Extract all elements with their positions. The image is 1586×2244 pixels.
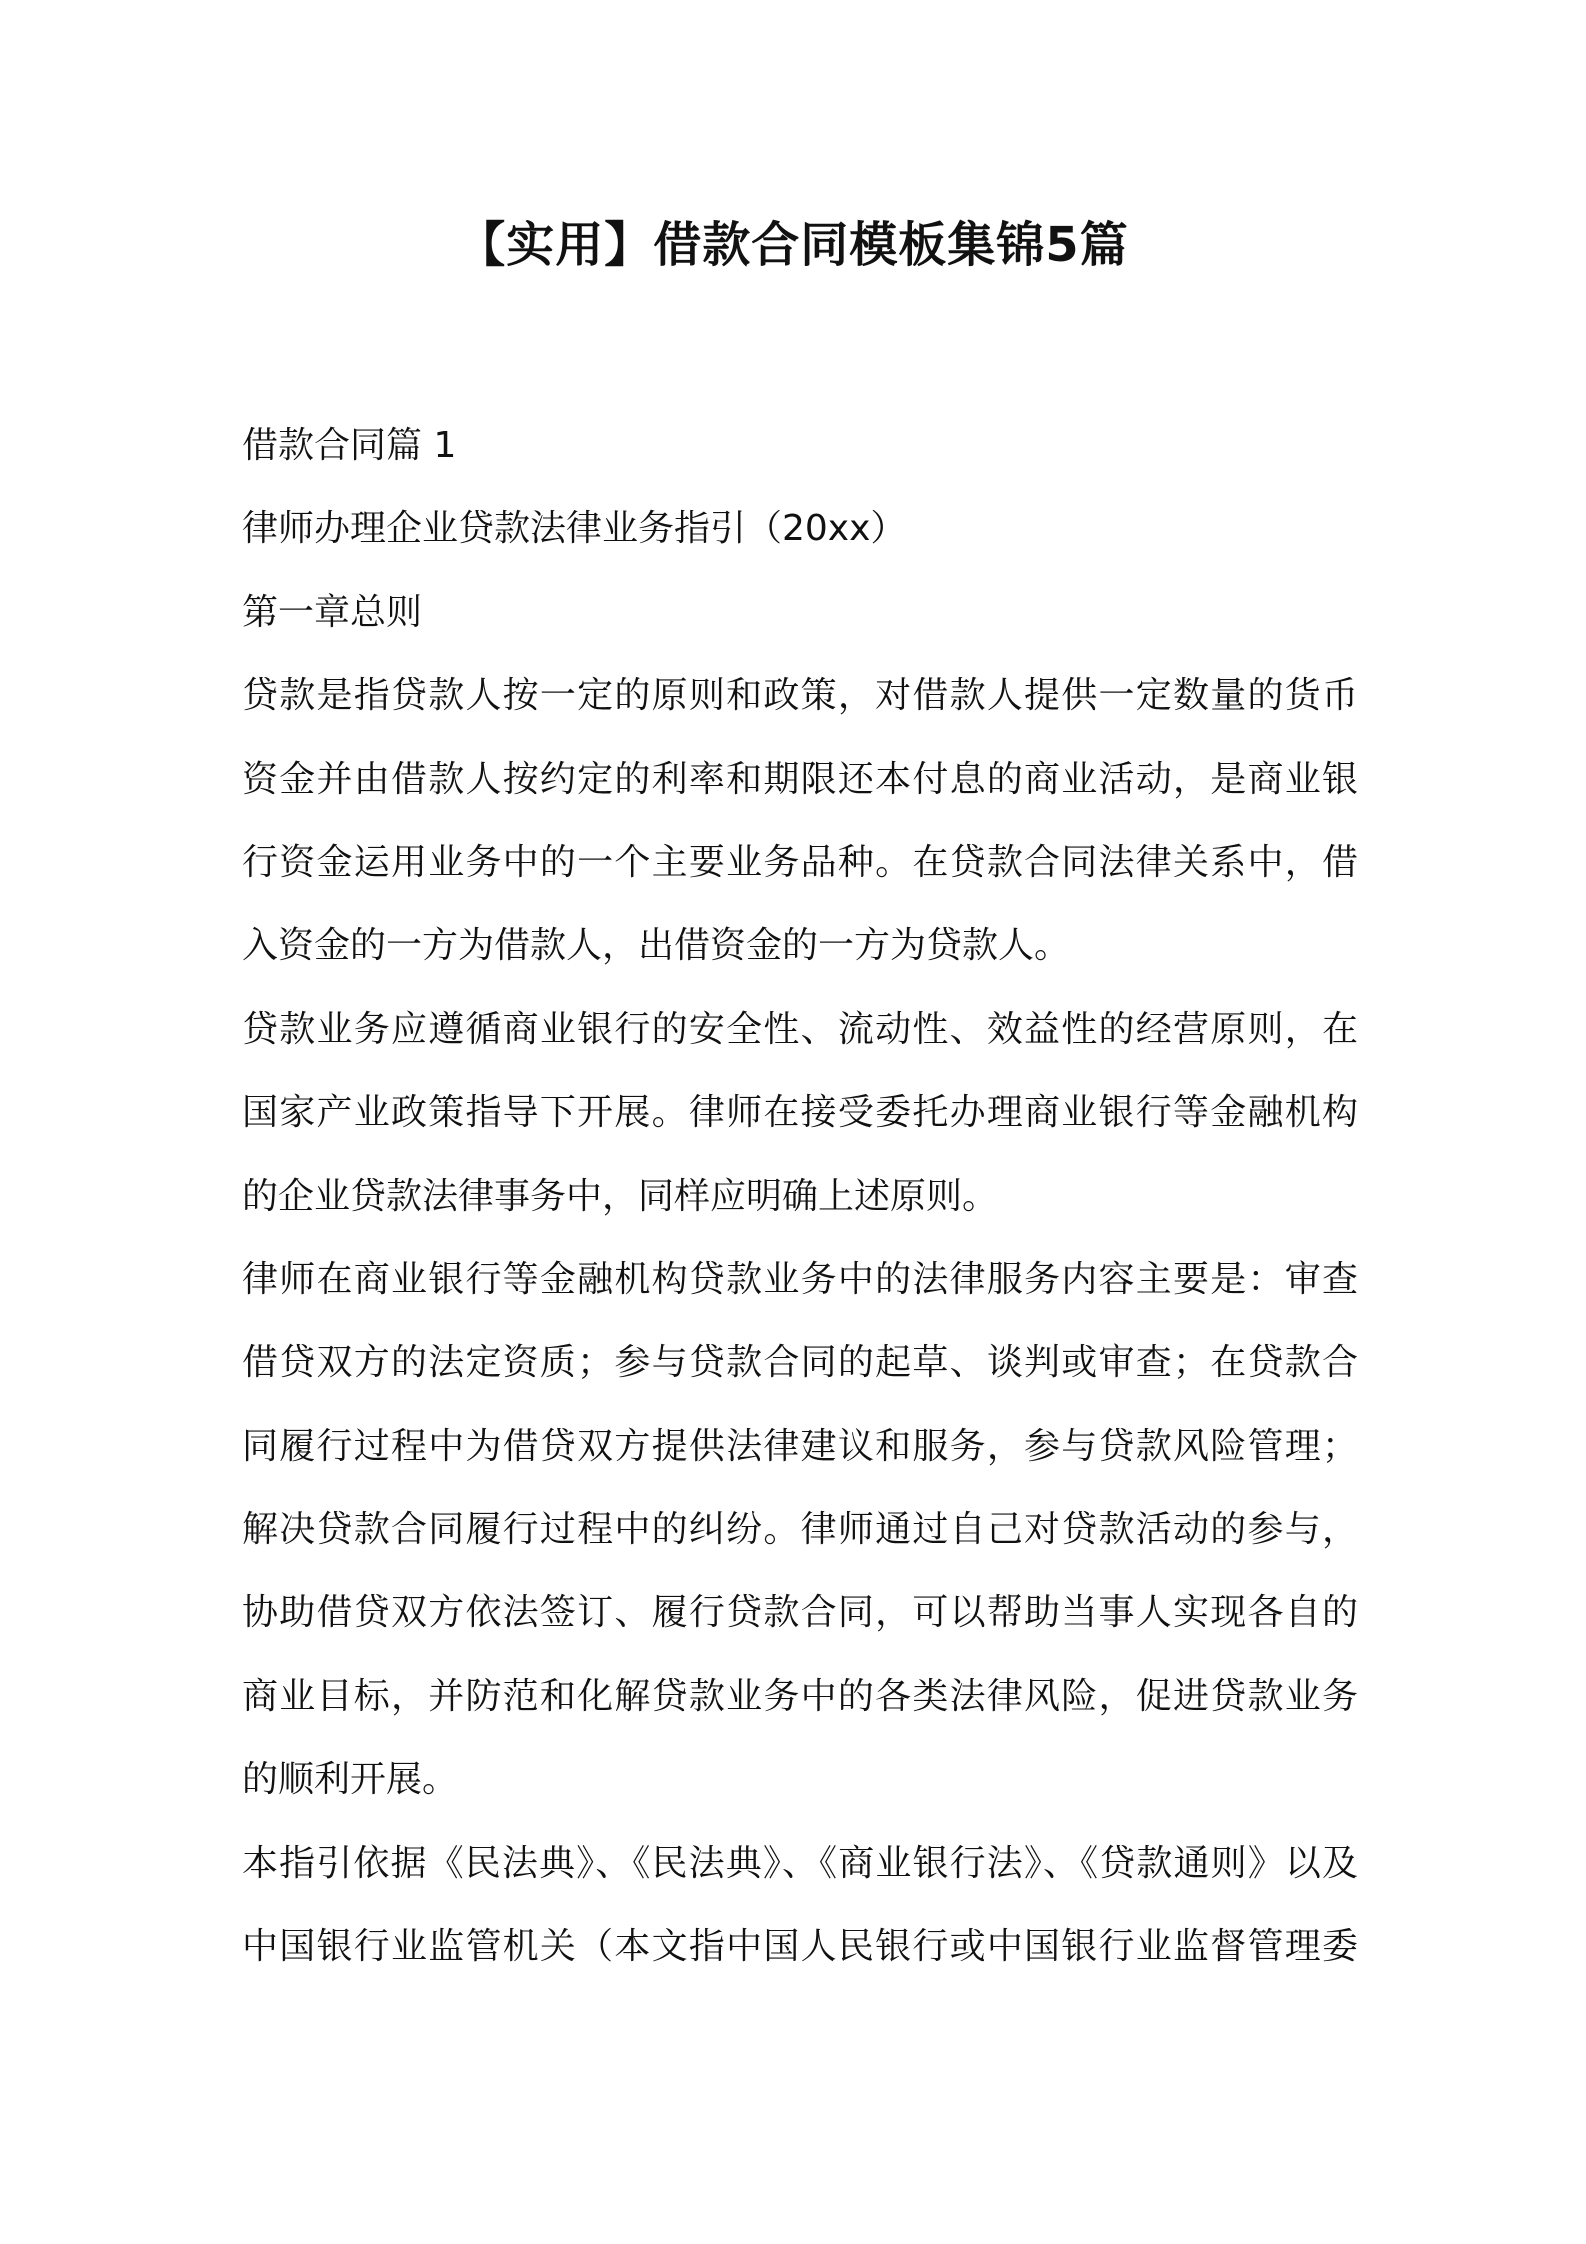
paragraph-line: 的企业贷款法律事务中，同样应明确上述原则。: [242, 1175, 999, 1217]
guideline-title: 律师办理企业贷款法律业务指引（20xx）: [242, 508, 907, 550]
paragraph-line: 贷款业务应遵循商业银行的安全性、流动性、效益性的经营原则，在: [242, 1008, 1358, 1050]
paragraph-line: 行资金运用业务中的一个主要业务品种。在贷款合同法律关系中，借: [242, 841, 1358, 883]
paragraph-line: 商业目标，并防范和化解贷款业务中的各类法律风险，促进贷款业务: [242, 1675, 1358, 1717]
paragraph-line: 本指引依据《民法典》、《民法典》、《商业银行法》、《贷款通则》以及: [242, 1842, 1358, 1884]
paragraph-line: 资金并由借款人按约定的利率和期限还本付息的商业活动，是商业银: [242, 758, 1358, 800]
paragraph-line: 协助借贷双方依法签订、履行贷款合同，可以帮助当事人实现各自的: [242, 1592, 1358, 1634]
section-heading: 借款合同篇 1: [242, 425, 457, 466]
paragraph-line: 借贷双方的法定资质；参与贷款合同的起草、谈判或审查；在贷款合: [242, 1342, 1358, 1384]
chapter-heading: 第一章总则: [242, 591, 423, 633]
document-title: 【实用】借款合同模板集锦5篇: [457, 217, 1129, 273]
paragraph-line: 解决贷款合同履行过程中的纠纷。律师通过自己对贷款活动的参与，: [242, 1509, 1358, 1551]
paragraph-line: 国家产业政策指导下开展。律师在接受委托办理商业银行等金融机构: [242, 1092, 1358, 1134]
paragraph-line: 入资金的一方为借款人，出借资金的一方为贷款人。: [242, 925, 1071, 967]
paragraph-line: 同履行过程中为借贷双方提供法律建议和服务，参与贷款风险管理；: [242, 1425, 1358, 1467]
document-body: [242, 404, 1358, 1988]
paragraph-line: 的顺利开展。: [242, 1759, 459, 1801]
paragraph-line: 中国银行业监管机关（本文指中国人民银行或中国银行业监督管理委: [242, 1926, 1358, 1968]
paragraph-line: 贷款是指贷款人按一定的原则和政策，对借款人提供一定数量的货币: [242, 675, 1358, 717]
paragraph-line: 律师在商业银行等金融机构贷款业务中的法律服务内容主要是：审查: [242, 1258, 1358, 1300]
